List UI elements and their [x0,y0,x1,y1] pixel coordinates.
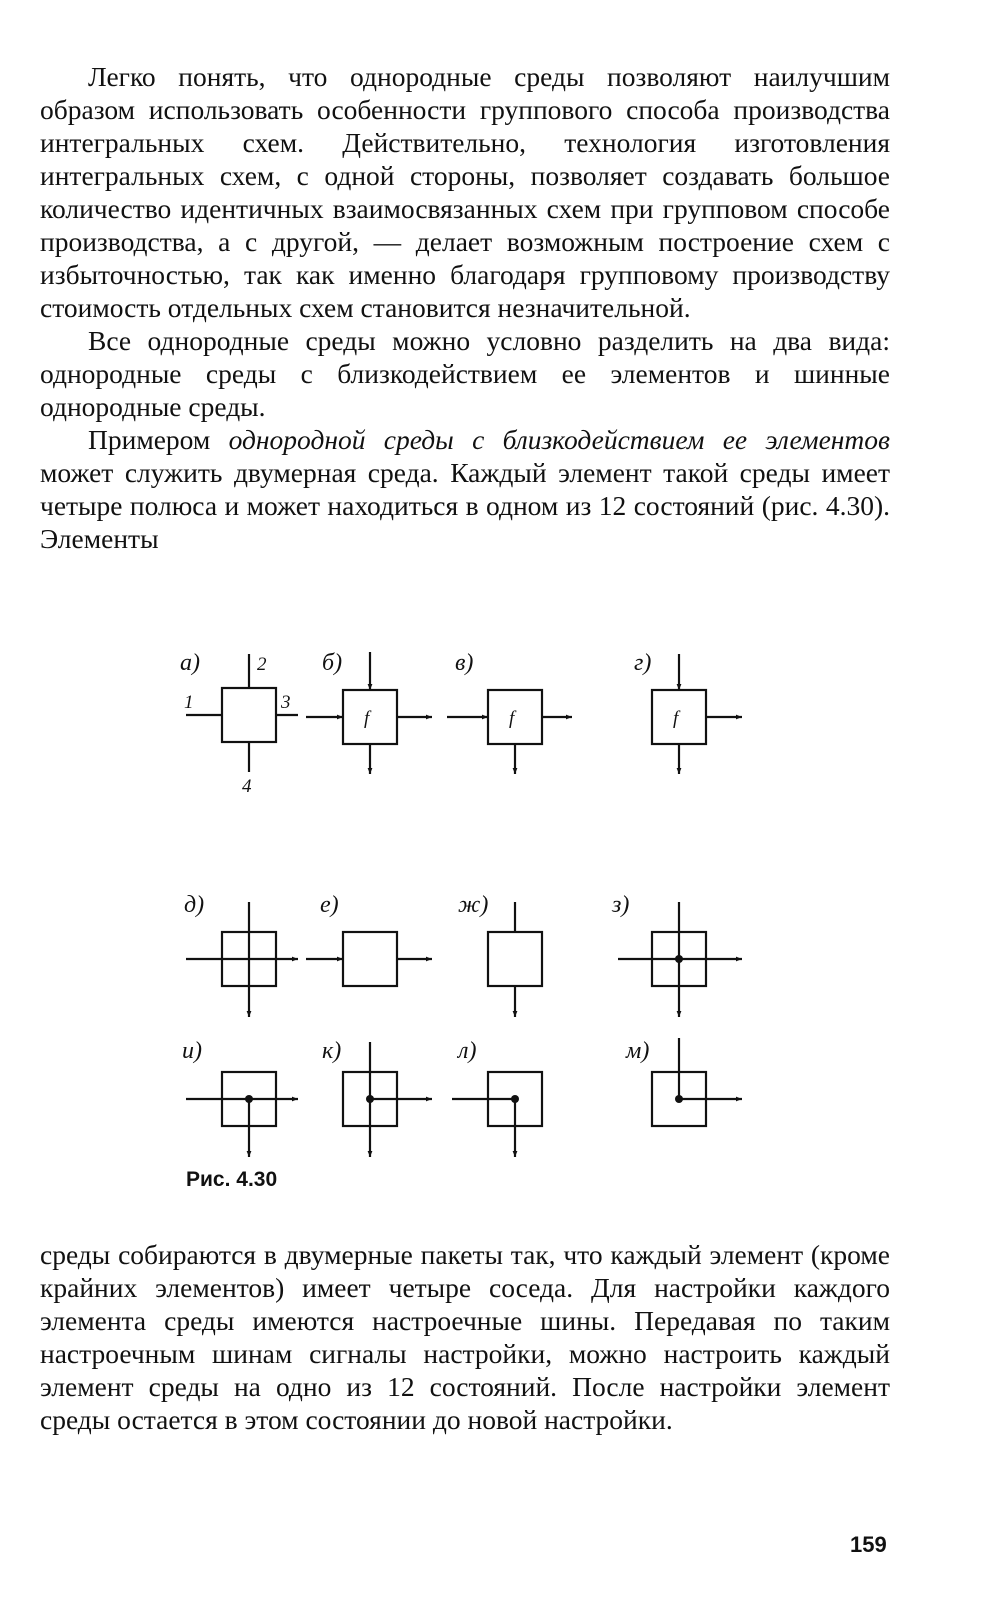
panel-label-b: б) [322,650,343,676]
pole-label-3: 3 [281,692,291,713]
panel-i [186,1072,298,1157]
pole-label-1: 1 [184,692,194,713]
panel-m [652,1038,742,1126]
panel-label-k: к) [322,1038,342,1064]
text-block-bottom [40,1238,890,1436]
panel-label-zh: ж) [458,892,489,918]
text-block-top [40,60,890,555]
panel-label-e: е) [320,892,339,918]
paragraph-3 [40,423,890,555]
function-label-g: f [673,708,679,729]
paragraph-3-rest: может служить двумерная среда. Каждый элемент такой среды имеет четыре полюса и может находиться в одном из 12 состояний (рис. 4.30). Элементы [40,457,890,554]
panel-zh [488,902,542,1017]
function-label-b: f [364,708,370,729]
paragraph-2: Все однородные среды можно условно разделить на два вида: однородные среды с близкодействием ее элементов и шинные однородные среды. [40,325,890,422]
function-label-v: f [509,708,515,729]
panel-k [343,1042,432,1157]
panel-label-d: д) [184,892,205,918]
panel-label-a: а) [180,650,200,676]
panel-label-z: з) [612,892,630,918]
figure-caption: Рис. 4.30 [186,1168,278,1191]
paragraph-3-start: Примером [88,424,229,455]
panel-label-v: в) [455,650,474,676]
panel-l [452,1072,542,1157]
panel-z [618,902,742,1017]
panel-d [186,902,298,1017]
paragraph-4: среды собираются в двумерные пакеты так, что каждый элемент (кроме крайних элементов) имеет четыре соседа. Для настройки каждого элемента среды имеются настроечные шины. Передавая по таким настроечным шинам сигналы настройки, можно настроить каждый элемент среды на одно из 12 состояний. После настройки элемент среды остается в этом состоянии до новой настройки. [40,1239,890,1435]
panel-v [447,690,572,774]
figure-4-30 [0,640,994,1200]
pole-label-4: 4 [242,776,252,797]
panel-e [306,932,432,986]
page-number: 159 [850,1532,887,1557]
panel-g [652,654,742,774]
panel-a [186,654,298,772]
panel-label-i: и) [182,1038,202,1064]
paragraph-3-italic-term: однородной среды с близкодействием ее элементов [228,424,890,455]
paragraph-1: Легко понять, что однородные среды позволяют наилучшим образом использовать особенности группового способа производства интегральных схем. Действительно, технология изготовления интегральных схем, с одной стороны, позволяет создавать большое количество идентичных взаимосвязанных схем при групповом способе производства, а с другой, — делает возможным построение схем с избыточностью, так как именно благодаря групповому производству стоимость отдельных схем становится незначительной. [40,61,890,323]
pole-label-2: 2 [257,654,267,675]
panel-label-g: г) [634,650,652,676]
panel-label-m: м) [626,1038,650,1064]
panel-label-l: л) [458,1038,477,1064]
